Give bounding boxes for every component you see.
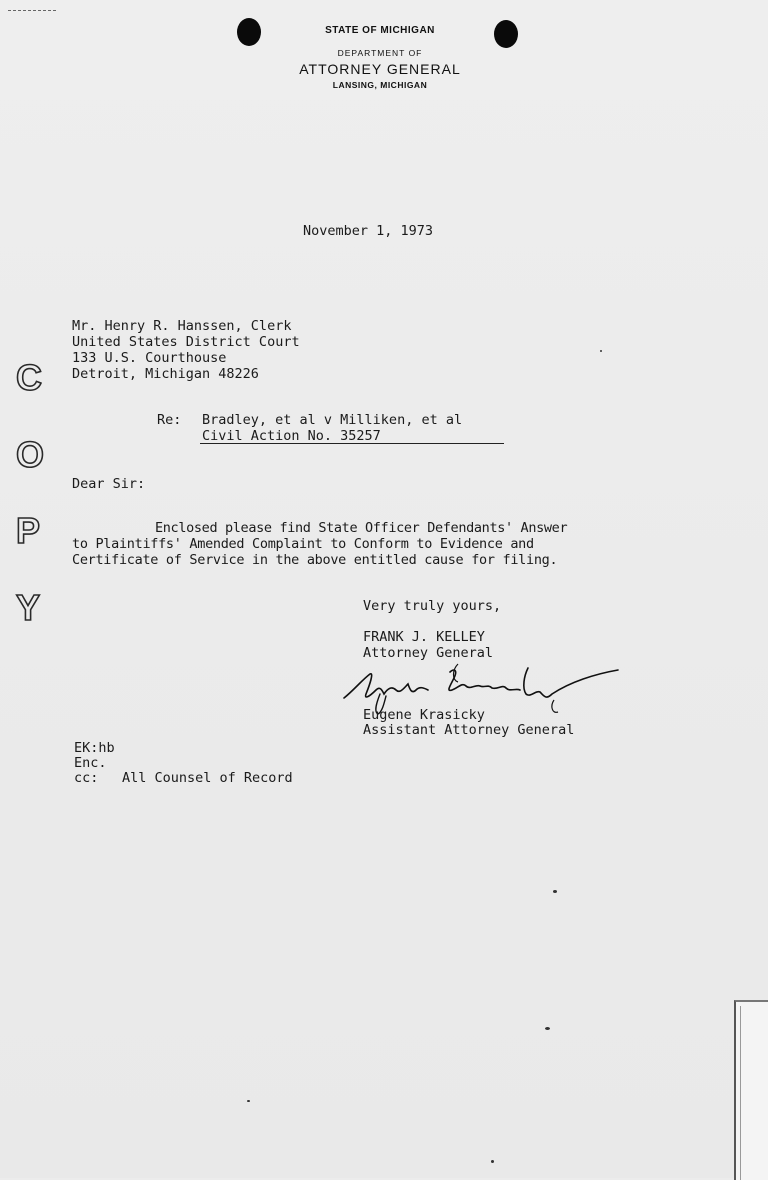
copy-stamp-letter-c: C [16,357,42,398]
paper-speck [545,1027,550,1030]
paper-speck [600,350,602,352]
copy-stamp-letter-p: P [16,510,41,551]
letter-date: November 1, 1973 [303,223,434,239]
re-civil-action: Civil Action No. 35257 [202,428,381,444]
punch-hole-left [237,18,261,46]
paper-speck [491,1160,494,1163]
body-line-1: Enclosed please find State Officer Defendants' Answer [155,520,568,536]
salutation: Dear Sir: [72,476,146,492]
ag-name: FRANK J. KELLEY [363,629,485,645]
typist-initials: EK:hb [74,740,115,756]
body-line-2: to Plaintiffs' Amended Complaint to Conform to Evidence and [72,536,534,552]
cc-value: All Counsel of Record [122,770,293,786]
asst-title: Assistant Attorney General [363,722,575,738]
body-line-3: Certificate of Service in the above entitled cause for filing. [72,552,558,568]
underlying-page-edge [734,1000,768,1180]
cc-label: cc: [74,770,99,786]
closing: Very truly yours, [363,598,502,614]
recipient-line-1: Mr. Henry R. Hanssen, Clerk [72,318,292,334]
letterhead-office: ATTORNEY GENERAL [299,61,461,77]
letterhead-state: STATE OF MICHIGAN [325,25,435,36]
letterhead-city: LANSING, MICHIGAN [332,80,428,90]
ag-title: Attorney General [363,645,494,661]
recipient-line-3: 133 U.S. Courthouse [72,350,227,366]
re-underline [200,443,504,444]
copy-stamp-letter-o: O [16,434,45,475]
re-case-title: Bradley, et al v Milliken, et al [202,412,463,428]
letterhead-department: DEPARTMENT OF [337,48,423,58]
asst-name: Eugene Krasicky [363,707,485,723]
paper-speck [247,1100,250,1102]
paper-speck [553,890,557,893]
re-label: Re: [157,412,182,428]
copy-stamp-letter-y: Y [16,587,41,628]
corner-mark [8,10,56,14]
recipient-line-4: Detroit, Michigan 48226 [72,366,259,382]
enclosure-note: Enc. [74,755,107,771]
recipient-line-2: United States District Court [72,334,300,350]
